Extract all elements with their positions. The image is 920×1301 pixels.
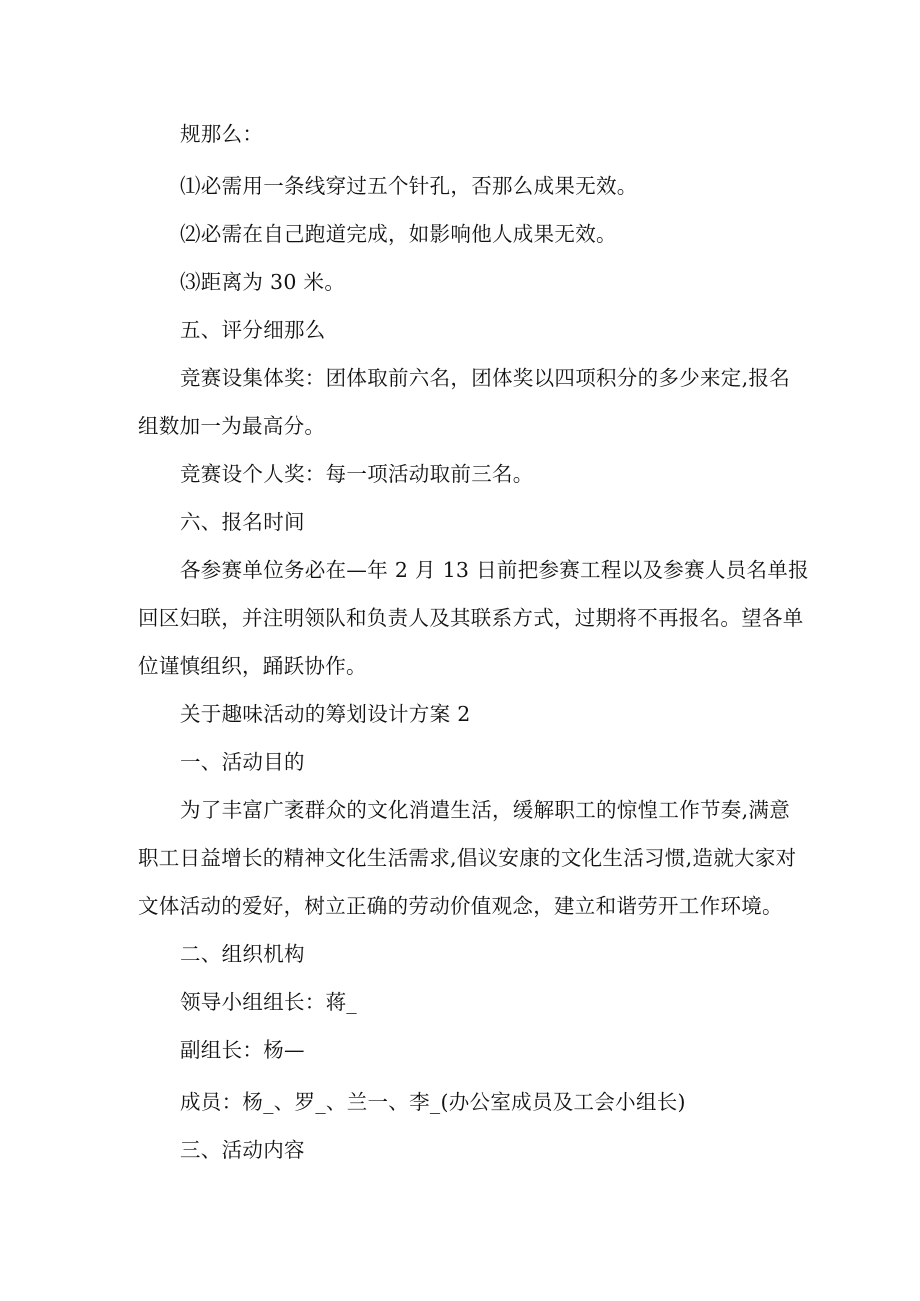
text-line: 成员：杨_、罗_、兰一、李_(办公室成员及工会小组长) [180, 1090, 686, 1114]
text-line: 规那么： [180, 122, 264, 146]
text-line: ⑴必需用一条线穿过五个针孔，否那么成果无效。 [180, 174, 638, 198]
text-line: 组数加一为最高分。 [138, 414, 326, 438]
document-subtitle: 关于趣味活动的筹划设计方案 2 [180, 702, 471, 726]
text-line: 回区妇联，并注明领队和负责人及其联系方式，过期将不再报名。望各单 [138, 606, 804, 630]
section-heading: 三、活动内容 [180, 1138, 305, 1162]
text-line: 文体活动的爱好，树立正确的劳动价值观念，建立和谐劳开工作环境。 [138, 894, 783, 918]
text-line: ⑶距离为 30 米。 [180, 270, 346, 294]
section-heading: 六、报名时间 [180, 510, 305, 534]
text-line: 各参赛单位务必在—年 2 月 13 日前把参赛工程以及参赛人员名单报 [180, 558, 809, 582]
section-heading: 一、活动目的 [180, 750, 305, 774]
text-line: 竞赛设集体奖：团体取前六名，团体奖以四项积分的多少来定,报名 [180, 366, 791, 390]
text-line: 位谨慎组织，踊跃协作。 [138, 654, 367, 678]
text-line: ⑵必需在自己跑道完成，如影响他人成果无效。 [180, 222, 617, 246]
section-heading: 五、评分细那么 [180, 318, 326, 342]
text-line: 领导小组组长：蒋_ [180, 990, 357, 1014]
text-line: 职工日益增长的精神文化生活需求,倡议安康的文化生活习惯,造就大家对 [138, 846, 797, 870]
text-line: 副组长：杨— [180, 1038, 305, 1062]
text-line: 为了丰富广袤群众的文化消遣生活，缓解职工的惊惶工作节奏,满意 [180, 798, 791, 822]
text-line: 竞赛设个人奖：每一项活动取前三名。 [180, 462, 534, 486]
section-heading: 二、组织机构 [180, 942, 305, 966]
